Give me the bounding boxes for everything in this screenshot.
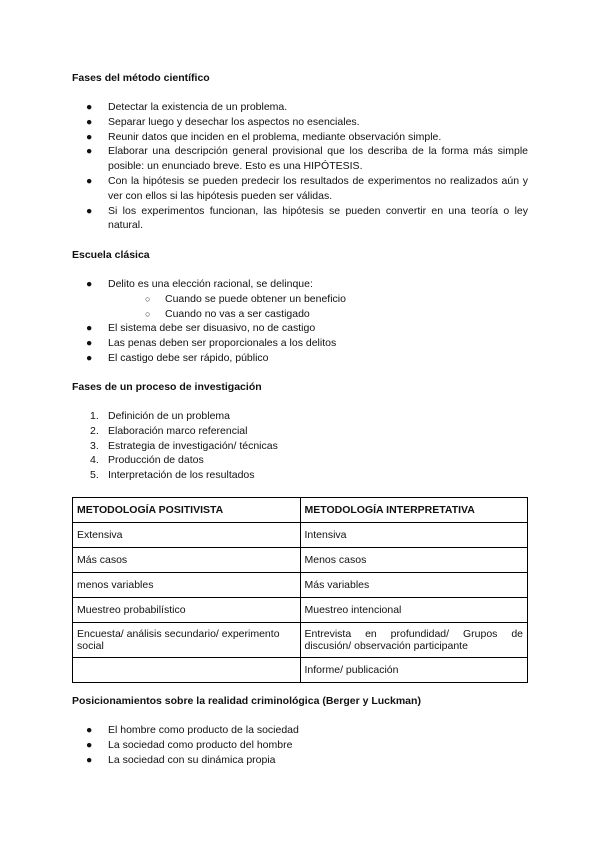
list-item: ● El castigo debe ser rápido, público <box>86 351 269 364</box>
list-fases-metodo <box>72 100 528 233</box>
bullet-icon: ● <box>86 278 93 290</box>
heading-fases-investigacion: Fases de un proceso de investigación <box>72 381 262 393</box>
table-cell <box>73 658 301 683</box>
list-number: 4. <box>90 454 99 467</box>
list-posicionamientos <box>72 723 528 767</box>
bullet-icon: ● <box>86 204 93 217</box>
heading-posicionamientos: Posicionamientos sobre la realidad criminológica (Berger y Luckman) <box>72 695 421 707</box>
table-row <box>73 658 528 683</box>
list-number: 2. <box>90 424 99 437</box>
list-item: ● El hombre como producto de la sociedad <box>86 724 299 736</box>
bullet-icon: ● <box>86 753 93 766</box>
table-row <box>73 573 528 598</box>
list-item: ● El sistema debe ser disuasivo, no de castigo <box>86 322 316 335</box>
table-cell: Entrevista en profundidad/ Grupos de discusión/ observación participante <box>300 623 528 658</box>
heading-escuela-clasica: Escuela clásica <box>72 249 150 261</box>
table-cell: Más variables <box>300 573 528 598</box>
bullet-icon: ● <box>86 101 93 113</box>
list-item: ● Con la hipótesis se pueden predecir los resultados de experimentos no realizados aún y ver con ellos si las hipótesis pueden ser válidas. <box>86 174 528 202</box>
list-item: ● Las penas deben ser proporcionales a los delitos <box>86 337 337 350</box>
list-item: ● La sociedad con su dinámica propia <box>86 753 276 766</box>
table-row <box>73 548 528 573</box>
list-fases-investigacion <box>72 409 528 483</box>
list-item: ● Separar luego y desechar los aspectos no esenciales. <box>86 115 360 128</box>
table-row <box>73 598 528 623</box>
list-item: 2. Elaboración marco referencial <box>90 424 248 437</box>
list-item: 4. Producción de datos <box>90 454 204 467</box>
table-cell: Intensiva <box>300 523 528 548</box>
bullet-icon: ● <box>86 738 93 751</box>
list-item: 1. Definición de un problema <box>90 410 230 422</box>
bullet-icon: ● <box>86 337 93 350</box>
methodology-table <box>72 497 528 683</box>
bullet-icon: ● <box>86 115 93 128</box>
list-escuela-clasica <box>72 277 528 366</box>
table-cell: Extensiva <box>73 523 301 548</box>
list-item: ● Delito es una elección racional, se delinque: ○ Cuando se puede obtener un beneficio ○ Cuando no vas a ser castigado <box>72 277 528 321</box>
table-cell: Muestreo intencional <box>300 598 528 623</box>
table-cell: Informe/ publicación <box>300 658 528 683</box>
table-cell: menos variables <box>73 573 301 598</box>
table-header-cell: METODOLOGÍA INTERPRETATIVA <box>300 498 528 523</box>
bullet-icon: ● <box>86 130 93 143</box>
list-item: ● Detectar la existencia de un problema. <box>86 101 288 113</box>
bullet-icon: ● <box>86 351 93 364</box>
bullet-icon: ● <box>86 145 93 158</box>
list-number: 5. <box>90 469 99 482</box>
table-cell: Más casos <box>73 548 301 573</box>
bullet-icon: ● <box>86 724 93 736</box>
sub-list-item: ○ Cuando no vas a ser castigado <box>145 307 310 320</box>
table-row <box>73 523 528 548</box>
list-number: 3. <box>90 439 99 452</box>
circle-bullet-icon: ○ <box>145 293 151 304</box>
table-row <box>73 623 528 658</box>
list-item: 5. Interpretación de los resultados <box>90 469 255 482</box>
sub-list-item: ○ Cuando se puede obtener un beneficio <box>145 292 346 305</box>
circle-bullet-icon: ○ <box>145 308 151 319</box>
table-header-cell: METODOLOGÍA POSITIVISTA <box>73 498 301 523</box>
sub-list <box>145 292 528 322</box>
table-cell: Encuesta/ análisis secundario/ experimento social <box>73 623 301 658</box>
bullet-icon: ● <box>86 174 93 187</box>
list-item: ● Elaborar una descripción general provisional que los describa de la forma más simple posible: un enunciado breve. Esto es una HIPÓTESIS. <box>86 145 528 173</box>
table-header-row <box>73 498 528 523</box>
list-number: 1. <box>90 410 99 422</box>
bullet-icon: ● <box>86 322 93 335</box>
list-item: 3. Estrategia de investigación/ técnicas <box>90 439 278 452</box>
heading-fases-metodo: Fases del método científico <box>72 72 210 84</box>
list-item: ● Reunir datos que inciden en el problema, mediante observación simple. <box>86 130 442 143</box>
list-item: ● La sociedad como producto del hombre <box>86 738 293 751</box>
table-cell: Menos casos <box>300 548 528 573</box>
list-item: ● Si los experimentos funcionan, las hipótesis se pueden convertir en una teoría o ley natural. <box>86 204 528 232</box>
table-cell: Muestreo probabilístico <box>73 598 301 623</box>
